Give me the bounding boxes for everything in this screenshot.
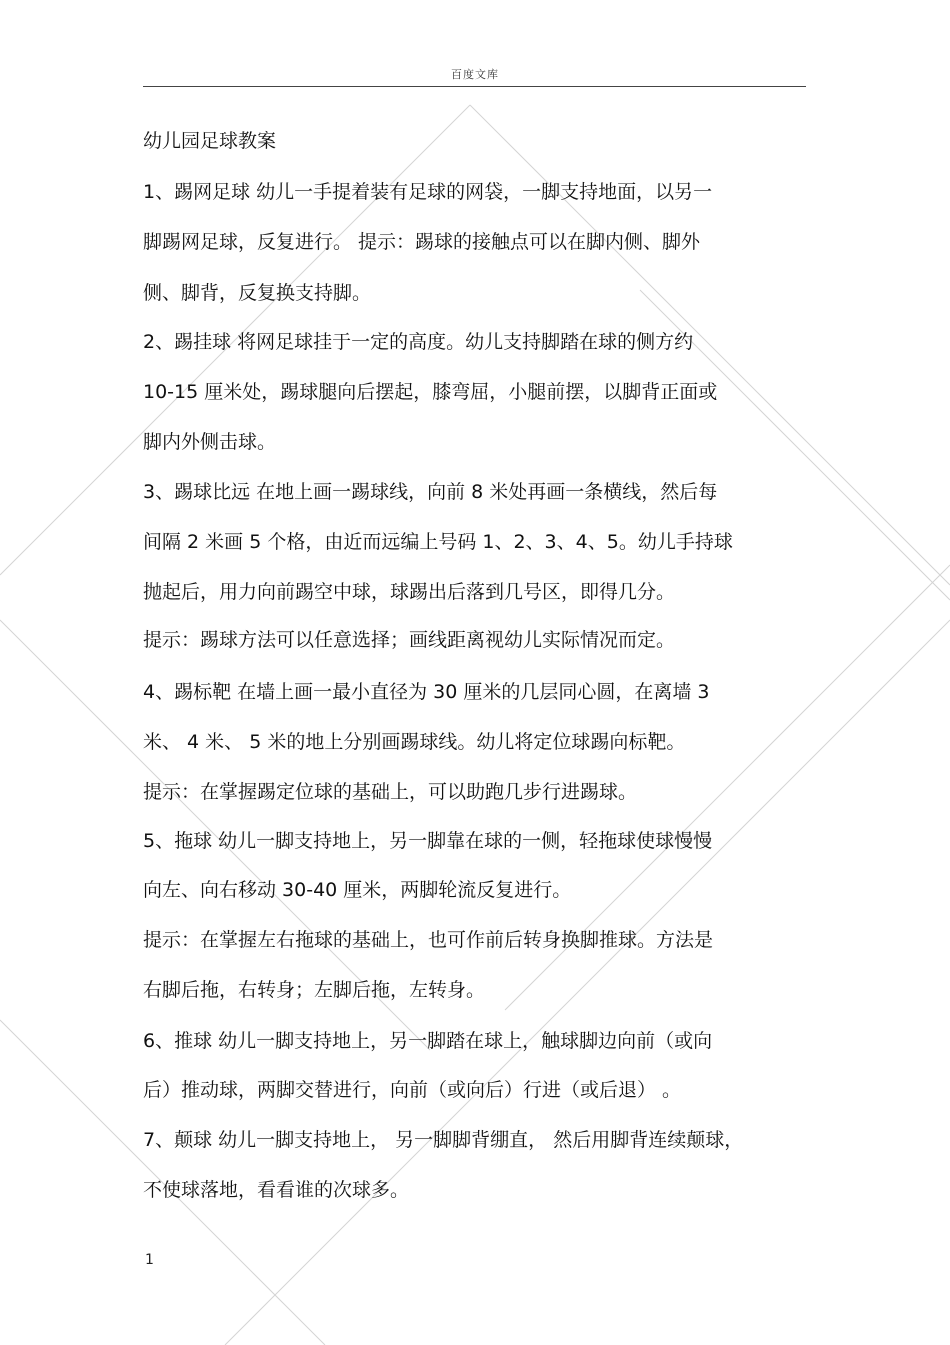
body-line-7: 3、踢球比远 在地上画一踢球线，向前 8 米处再画一条横线，然后每 (143, 481, 718, 503)
body-line-12: 米、 4 米、 5 米的地上分别画踢球线。幼儿将定位球踢向标靶。 (143, 731, 686, 753)
body-line-14: 5、拖球 幼儿一脚支持地上，另一脚靠在球的一侧，轻拖球使球慢慢 (143, 830, 713, 852)
body-line-4: 2、踢挂球 将网足球挂于一定的高度。幼儿支持脚踏在球的侧方约 (143, 331, 694, 353)
body-line-20: 7、颠球 幼儿一脚支持地上， 另一脚脚背绷直， 然后用脚背连续颠球， (143, 1129, 744, 1151)
page-number: 1 (145, 1252, 154, 1268)
body-line-13: 提示：在掌握踢定位球的基础上，可以助跑几步行进踢球。 (143, 781, 638, 803)
body-line-18: 6、推球 幼儿一脚支持地上，另一脚踏在球上，触球脚边向前（或向 (143, 1030, 713, 1052)
body-line-8: 间隔 2 米画 5 个格，由近而远编上号码 1、2、3、4、5。幼儿手持球 (143, 531, 733, 553)
body-line-19: 后）推动球，两脚交替进行，向前（或向后）行进（或后退） 。 (143, 1079, 682, 1101)
body-line-10: 提示：踢球方法可以任意选择；画线距离视幼儿实际情况而定。 (143, 629, 676, 651)
body-line-9: 抛起后，用力向前踢空中球，球踢出后落到几号区，即得几分。 (143, 581, 676, 603)
body-line-17: 右脚后拖，右转身；左脚后拖，左转身。 (143, 979, 486, 1001)
body-line-2: 脚踢网足球，反复进行。 提示：踢球的接触点可以在脚内侧、脚外 (143, 231, 701, 253)
header-divider (143, 86, 806, 87)
body-line-1: 1、踢网足球 幼儿一手提着装有足球的网袋，一脚支持地面，以另一 (143, 181, 713, 203)
body-line-21: 不使球落地，看看谁的次球多。 (143, 1179, 410, 1201)
body-line-6: 脚内外侧击球。 (143, 431, 277, 453)
body-line-5: 10-15 厘米处，踢球腿向后摆起，膝弯屈，小腿前摆，以脚背正面或 (143, 381, 718, 403)
body-line-15: 向左、向右移动 30-40 厘米，两脚轮流反复进行。 (143, 879, 572, 901)
body-line-16: 提示：在掌握左右拖球的基础上，也可作前后转身换脚推球。方法是 (143, 929, 714, 951)
document-title: 幼儿园足球教案 (143, 130, 277, 152)
page-header: 百度文库 (451, 68, 499, 81)
body-line-3: 侧、脚背，反复换支持脚。 (143, 282, 372, 304)
body-line-11: 4、踢标靶 在墙上画一最小直径为 30 厘米的几层同心圆，在离墙 3 (143, 681, 710, 703)
